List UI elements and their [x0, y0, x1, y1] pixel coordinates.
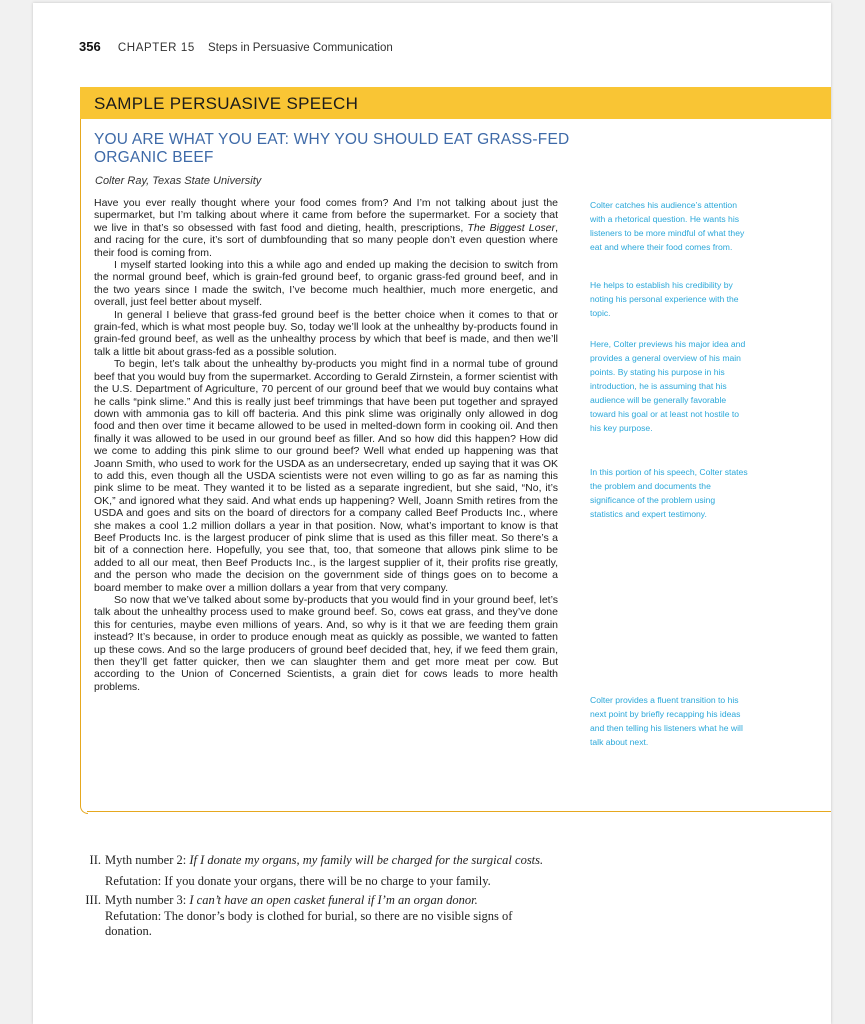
paragraph: In general I believe that grass-fed ground beef is the better choice when it comes to that or grain-fed, which is what most people buy. So, today we’ll look at the unhealthy by-products found in grain-fed ground beef, as well as the unhealthy process by which that beef is made, and then we’ll talk a little bit about grass-fed as a possible solution.	[94, 308, 558, 358]
refutation: Refutation: If you donate your organs, there will be no charge to your family.	[105, 873, 491, 888]
outline-number: III.	[85, 893, 101, 908]
outline-item	[81, 893, 551, 940]
paragraph: So now that we’ve talked about some by-products that you would find in your ground beef, let’s talk about the unhealthy process used to make ground beef. So, cows eat grass, and they’ve done this for centuries, maybe even millions of years. And, so why is it that we are feeding them grain instead? It’s because, in order to produce enough meat as quickly as possible, we wanted to fatten up these cows. And so the large producers of ground beef decided that, hey, if we feed them grain, then they’ll get fatter quicker, then we can slaughter them and get more meat per cow. But according to the Union of Concerned Scientists, a grain diet for cows leads to more health problems.	[94, 594, 558, 693]
box-frame-left	[80, 119, 88, 814]
speech-title: YOU ARE WHAT YOU EAT: WHY YOU SHOULD EAT GRASS-FED ORGANIC BEEF	[94, 131, 570, 166]
paragraph	[94, 197, 558, 259]
outline-number: II.	[89, 853, 101, 867]
margin-note: Colter catches his audience’s attention with a rhetorical question. He wants his listeners to be more mindful of what they eat and where their food comes from.	[590, 200, 745, 252]
box-frame-bottom	[87, 811, 831, 812]
page-number: 356	[79, 39, 101, 54]
paragraph-text: Have you ever really thought where your food comes from? And I’m not talking about just the supermarket, but I’m talking about where it came from before the supermarket. For a society that we live in that’s so obsessed with fast food and dieting, health, prescriptions,	[94, 197, 558, 234]
paragraph: I myself started looking into this a while ago and ended up making the decision to switch from the normal ground beef, which is grain-fed ground beef, to organic grass-fed ground beef, and in the two years since I made the switch, I’ve become much healthier, much more energetic, and overall, just feel better about myself.	[94, 259, 558, 309]
margin-note: Here, Colter previews his major idea and provides a general overview of his main points. By stating his purpose in his introduction, he is assuming that his audience will be generally favorable toward his goal or at least not hostile to his key purpose.	[590, 339, 746, 433]
paragraph: To begin, let’s talk about the unhealthy by-products you might find in a normal tube of ground beef that you would buy from the supermarket. According to Gerald Zirnstein, a former scientist with the U.S. Department of Agriculture, 70 percent of our ground beef that we would buy contains what he calls “pink slime.” And this is really just beef trimmings that have been put together and sprayed down with ammonia gas to kill off bacteria. And this pink slime was originally only allowed in dog food and then over time it became allowed to be used in melted-down form in cooking oil. And then finally it was allowed to be used in our ground beef as filler. And so how did this happen? How did we come to adding this pink slime to our ground beef? Well what ended up happening was that Joann Smith, who used to work for the USDA as an undersecretary, ended up saying that it was OK to add this, even though all the USDA scientists were not even willing to go as far as naming this pink slime to be meat. They wanted it to be listed as a separate ingredient, but she said, “No, it’s OK,” and ignored what they said. And what ends up happening? Well, Joann Smith retires from the USDA and goes and sits on the board of directors for a company called Beef Products Inc., where she makes a cool 1.2 million dollars a year in that position. Now, what’s important to know is that Beef Products Inc. is the largest producer of pink slime that is used as this filler meat. So there’s a bit of a connection here. Hopefully, you see that, too, that someone that allows pink slime to be added to all our meat, then Beef Products Inc., is the largest supplier of it, their profits rise greatly, and the person who made the decision on the government side of things goes on to become a board member to make over a million dollars a year from that very company.	[94, 358, 558, 594]
show-title: The Biggest Loser	[467, 221, 556, 234]
chapter-label: CHAPTER 15	[117, 42, 195, 54]
speech-body	[94, 197, 558, 693]
paragraph-text: , and racing for the cure, it’s sort of dumbfounding that so many people don’t even question where their food is coming from.	[94, 221, 558, 259]
outline-item	[81, 853, 551, 889]
textbook-page	[33, 3, 831, 1024]
outline-list	[81, 853, 551, 944]
chapter-title: Steps in Persuasive Communication	[208, 42, 393, 54]
myth-text: I can’t have an open casket funeral if I’m an organ donor.	[189, 893, 478, 908]
section-banner	[80, 87, 831, 119]
banner-title: SAMPLE PERSUASIVE SPEECH	[94, 94, 359, 113]
margin-note: In this portion of his speech, Colter states the problem and documents the significance of the problem using statistics and expert testimony.	[590, 467, 748, 519]
margin-note: Colter provides a fluent transition to his next point by briefly recapping his ideas and then telling his listeners what he will talk about next.	[590, 695, 743, 747]
myth-lead: Myth number 3:	[105, 893, 190, 908]
running-head	[79, 39, 393, 54]
margin-note: He helps to establish his credibility by noting his personal experience with the topic.	[590, 280, 739, 318]
byline: Colter Ray, Texas State University	[95, 175, 262, 187]
myth-text: If I donate my organs, my family will be charged for the surgical costs.	[189, 853, 544, 867]
myth-lead: Myth number 2:	[105, 853, 190, 867]
refutation: Refutation: The donor’s body is clothed for burial, so there are no visible signs of donation.	[105, 908, 513, 939]
